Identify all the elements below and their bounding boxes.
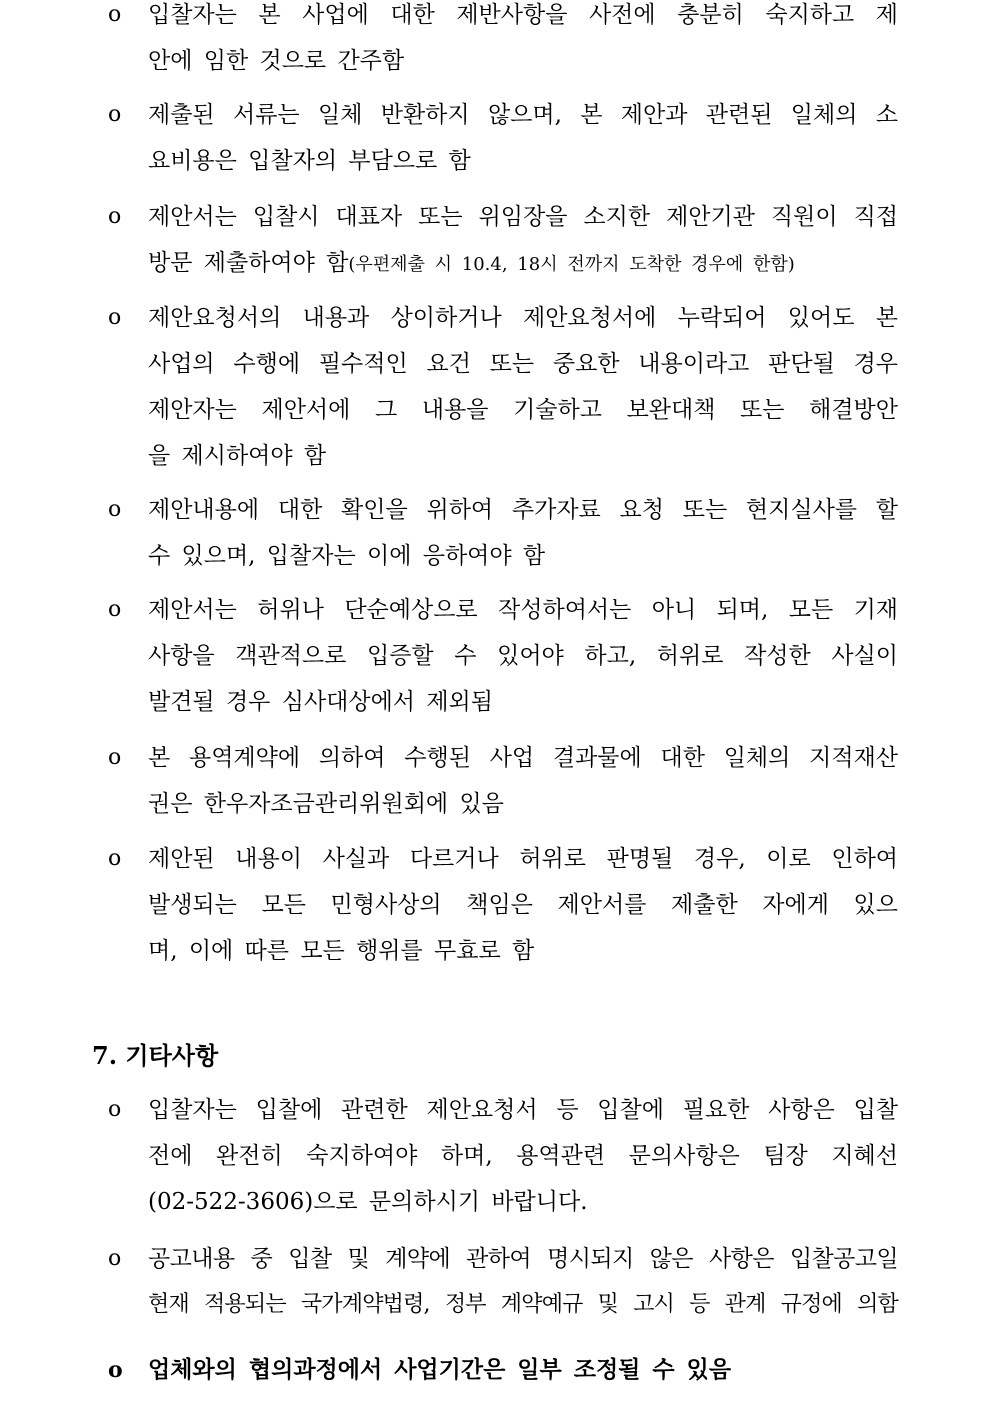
bullet-icon: o xyxy=(108,1246,122,1271)
bullet-icon: o xyxy=(108,597,122,622)
bullet-icon: o xyxy=(108,1097,122,1122)
section-heading: 7. 기타사항 xyxy=(92,1041,219,1070)
list-item-text: 제안서는 허위나 단순예상으로 작성하여서는 아니 되며, 모든 기재 사항을 객관적으로 입증할 수 있어야 하고, 허위로 작성한 사실이 발견될 경우 심사대상에서 제외됨 xyxy=(148,597,898,715)
list-item-text: 본 용역계약에 의하여 수행된 사업 결과물에 대한 일체의 지적재산 권은 한우자조금관리위원회에 있음 xyxy=(148,745,898,817)
list-item-text: 업체와의 협의과정에서 사업기간은 일부 조정될 수 있음 xyxy=(148,1356,732,1383)
list-item-text: 제안된 내용이 사실과 다르거나 허위로 판명될 경우, 이로 인하여 발생되는 모든 민형사상의 책임은 제안서를 제출한 자에게 있으 며, 이에 따른 모든 행위를 무효로 함 xyxy=(148,846,898,964)
list-item-text: 입찰자는 본 사업에 대한 제반사항을 사전에 충분히 숙지하고 제 안에 임한 것으로 간주함 xyxy=(148,2,898,74)
list-item-text: 입찰자는 입찰에 관련한 제안요청서 등 입찰에 필요한 사항은 입찰 전에 완전히 숙지하여야 하며, 용역관련 문의사항은 팀장 지혜선 (02-522-3606)으로 문의하시기 바랍니다. xyxy=(148,1097,898,1215)
bullet-icon: o xyxy=(108,1357,123,1383)
bullet-icon: o xyxy=(108,204,122,229)
bullet-icon: o xyxy=(108,745,122,770)
bullet-icon: o xyxy=(108,497,122,522)
list-item-text: 제안서는 입찰시 대표자 또는 위임장을 소지한 제안기관 직원이 직접 방문 제출하여야 함(우편제출 시 10.4, 18시 전까지 도착한 경우에 한함) xyxy=(148,204,898,276)
postal-note: (우편제출 시 10.4, 18시 전까지 도착한 경우에 한함) xyxy=(348,254,795,275)
list-item-text: 제안내용에 대한 확인을 위하여 추가자료 요청 또는 현지실사를 할 수 있으며, 입찰자는 이에 응하여야 함 xyxy=(148,497,898,569)
list-item-text: 공고내용 중 입찰 및 계약에 관하여 명시되지 않은 사항은 입찰공고일 현재 적용되는 국가계약법령, 정부 계약예규 및 고시 등 관계 규정에 의함 xyxy=(148,1246,898,1317)
list-item-text: 제출된 서류는 일체 반환하지 않으며, 본 제안과 관련된 일체의 소 요비용은 입찰자의 부담으로 함 xyxy=(148,102,898,174)
bullet-icon: o xyxy=(108,305,122,330)
list-item-text: 제안요청서의 내용과 상이하거나 제안요청서에 누락되어 있어도 본 사업의 수행에 필수적인 요건 또는 중요한 내용이라고 판단될 경우 제안자는 제안서에 그 내용을 기술하고 보완대책 또는 해결방안 을 제시하여야 함 xyxy=(148,305,898,469)
bullet-icon: o xyxy=(108,846,122,871)
bullet-icon: o xyxy=(108,2,122,27)
bullet-icon: o xyxy=(108,102,122,127)
